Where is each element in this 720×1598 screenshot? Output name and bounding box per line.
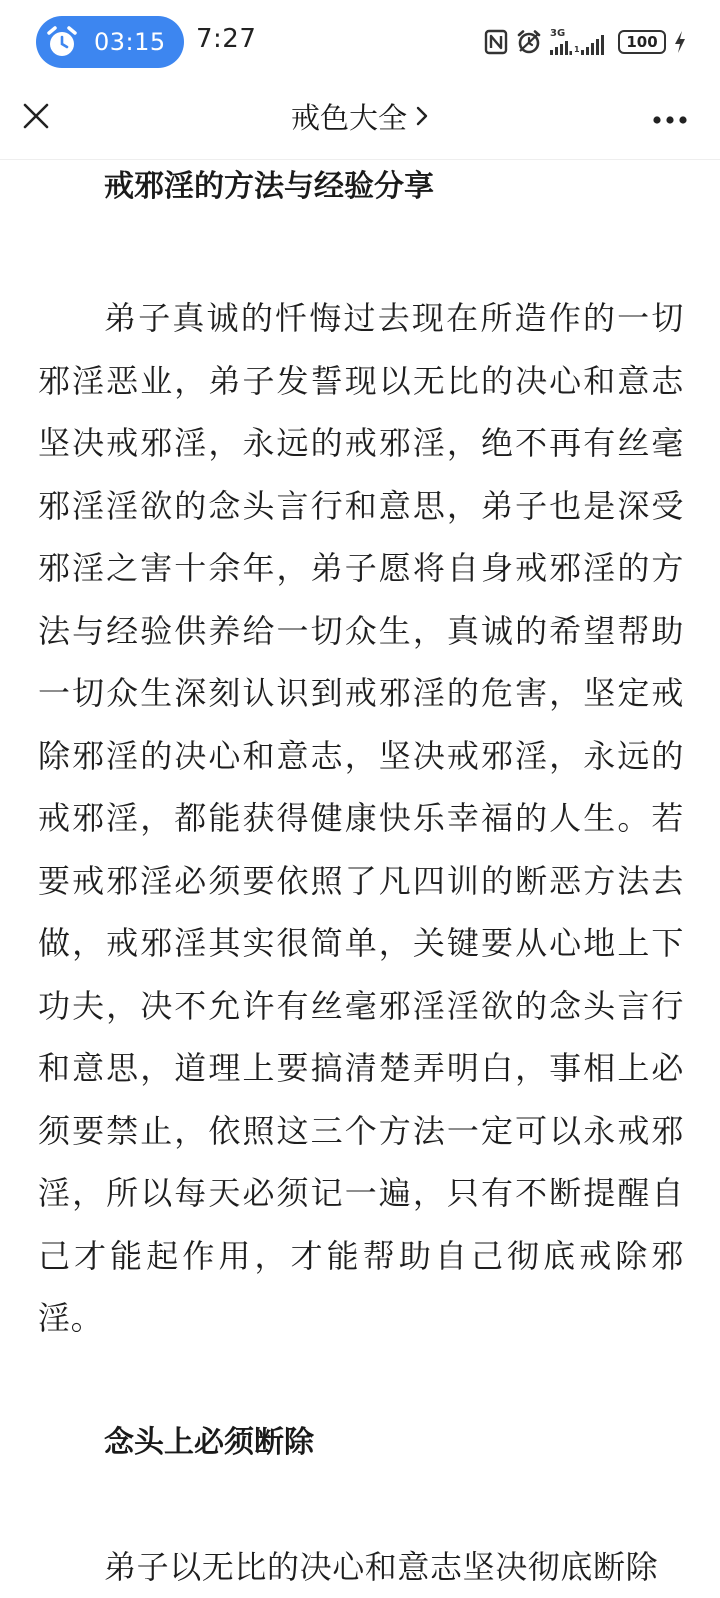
status-icons <box>484 26 686 58</box>
article-heading: 戒邪淫的方法与经验分享 <box>104 164 684 210</box>
battery-icon: 100 <box>618 30 666 54</box>
status-bar <box>0 0 720 82</box>
title-bar <box>0 82 720 160</box>
clock: 7:27 <box>196 24 256 54</box>
article-paragraph: 弟子真诚的忏悔过去现在所造作的一切邪淫恶业，弟子发誓现以无比的决心和意志坚决戒邪淫，永远的戒邪淫，绝不再有丝毫邪淫淫欲的念头言行和意思，弟子也是深受邪淫之害十余年，弟子愿将自身戒邪淫的方法与经验供养给一切众生，真诚的希望帮助一切众生深刻认识到戒邪淫的危害，坚定戒除邪淫的决心和意志，坚决戒邪淫，永远的戒邪淫，都能获得健康快乐幸福的人生。若要戒邪淫必须要依照了凡四训的断恶方法去做，戒邪淫其实很简单，关键要从心地上下功夫，决不允许有丝毫邪淫淫欲的念头言行和意思，道理上要搞清楚弄明白，事相上必须要禁止，依照这三个方法一定可以永戒邪淫，所以每天必须记一遍，只有不断提醒自己才能起作用，才能帮助自己彻底戒除邪淫。 <box>38 287 684 1350</box>
article-subheading: 念头上必须断除 <box>104 1420 684 1466</box>
nfc-icon <box>484 29 508 55</box>
article-body <box>38 160 684 1598</box>
timer-pill[interactable] <box>36 16 184 68</box>
more-button[interactable] <box>650 102 690 134</box>
page-title[interactable] <box>0 98 720 138</box>
signal-icon <box>550 29 610 55</box>
chevron-right-icon <box>415 98 429 138</box>
svg-text:1: 1 <box>574 45 580 54</box>
timer-text: 03:15 <box>94 28 166 56</box>
charging-icon <box>674 31 686 53</box>
alarm-clock-icon <box>44 24 80 60</box>
alarm-icon <box>516 29 542 55</box>
article-paragraph: 弟子以无比的决心和意志坚决彻底断除 <box>38 1536 684 1598</box>
network-label: 3G <box>550 29 565 39</box>
page-title-text: 戒色大全 <box>291 101 407 135</box>
more-icon <box>653 109 687 128</box>
